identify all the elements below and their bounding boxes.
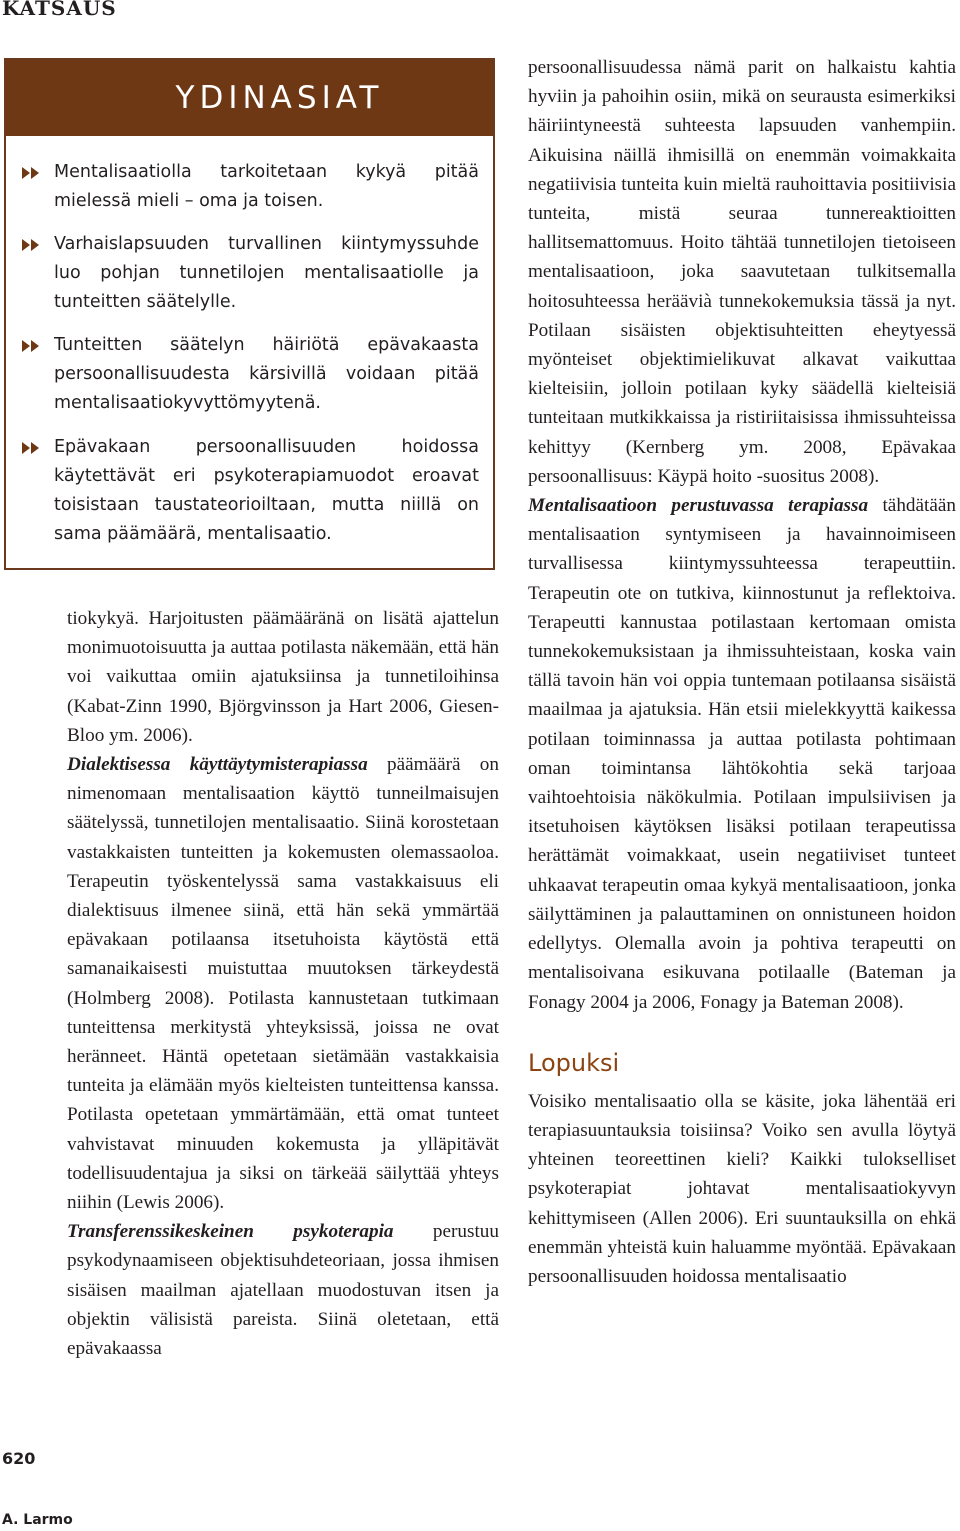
key-points-box bbox=[4, 58, 495, 570]
paragraph: tiokykyä. Harjoitusten päämääränä on lisätä ajattelun monimuotoisuutta ja auttaa potilasta näkemään, että hän voi vaikuttaa omiin ajatuksiinsa ja tunnetiloihinsa (Kabat-Zinn 1990, Björgvinsson ja Hart 2006, Giesen-Bloo ym. 2006). bbox=[67, 608, 499, 746]
double-arrow-bullet-icon bbox=[22, 442, 42, 454]
double-arrow-bullet-icon bbox=[22, 340, 42, 352]
key-point-item bbox=[6, 331, 497, 418]
key-point-item bbox=[6, 158, 497, 216]
left-column bbox=[67, 604, 499, 1363]
paragraph-text: perustuu psykodynaamiseen objektisuhdeteoriaan, jossa ihmisen sisäisen maailman ajatellaan muodostuvan itsen ja objektin välisistä pareista. Siinä oletetaan, että epävakaassa bbox=[67, 1221, 499, 1360]
key-point-text: Varhaislapsuuden turvallinen kiintymyssuhde luo pohjan tunnetilojen mentalisaatiolle ja tunteitten säätelylle. bbox=[54, 234, 479, 312]
section-heading: Lopuksi bbox=[528, 1048, 620, 1077]
right-column bbox=[528, 53, 956, 1291]
key-points-title: YDINASIAT bbox=[6, 60, 493, 136]
paragraph: Voisiko mentalisaatio olla se käsite, joka lähentää eri terapiasuuntauksia toisiinsa? Voiko sen avulla löytyä yhteinen teoreettinen kieli? Kaikki tulokselliset psykoterapiat johtavat mentalisaatiokyvyn kehittymiseen (Allen 2006). Eri suuntauksilla on ehkä enemmän yhteistä kuin haluamme myöntää. Epävakaan persoonallisuuden hoidossa mentalisaatio bbox=[528, 1090, 956, 1287]
paragraph-lead: Dialektisessa käyttäytymisterapiassa bbox=[67, 754, 368, 776]
author-name: A. Larmo bbox=[2, 1512, 73, 1528]
paragraph bbox=[67, 750, 499, 1217]
double-arrow-bullet-icon bbox=[22, 239, 42, 251]
paragraph-text: päämäärä on nimenomaan mentalisaation käyttö tunneilmaisujen säätelyssä, tunnetilojen mentalisaatio. Siinä korostetaan vastakkaisten tunteitten ja kokemusten olemassaoloa. Terapeutin työskentelyssä sama vastakkaisuus eli dialektisuus ilmenee siinä, että hän sekä ymmärtää epävakaan potilaansa itsetuhoista käytöstä että samanaikaisesti muistuttaa muutoksen tärkeydestä (Holmberg 2008). Potilasta kannustetaan tutkimaan tunteittensa merkitystä yhteyksissä, joissa ne ovat heränneet. Häntä opetetaan sietämään vastakkaisia tunteita ja elämään myös kielteisten tunteittensa kanssa. Potilasta opetetaan ymmärtämään, että omat tunteet vahvistavat minuuden kokemusta ja ylläpitävät todellisuudentajua ja siksi on tärkeää säilyttää yhteys niihin (Lewis 2006). bbox=[67, 754, 499, 1214]
key-point-item bbox=[6, 433, 497, 549]
paragraph bbox=[67, 1217, 499, 1363]
key-point-text: Mentalisaatiolla tarkoitetaan kykyä pitää mielessä mieli – oma ja toisen. bbox=[54, 162, 479, 211]
paragraph: persoonallisuudessa nämä parit on halkaistu kahtia hyviin ja pahoihin osiin, mikä on seurausta esimerkiksi häiriintyneestä suhteesta lapsuuden vanhempiin. Aikuisina näillä ihmisillä on enemmän voimakkaita negatiivisia tunteita kuin mieltä rauhoittavia positiivisia tunteita, mistä seuraa tunnereaktioitten hallitsemattomuus. Hoito tähtää tunnetilojen tietoiseen mentalisaatioon, joka saavutetaan tulkitsemalla hoitosuhteessa heräävià tunnekokemuksia tässä ja nyt. Potilaan sisäisten objektisuhteitten eheytyessä myönteiset objektimielikuvat alkavat vaikuttaa kielteisiin, jolloin potilaan kyky säädellä kielteisiä tunteitaan mutkikkaissa ja ristiriitaisissa ihmissuhteissa kehittyy (Kernberg ym. 2008, Epävakaa persoonallisuus: Käypä hoito -suositus 2008). bbox=[528, 57, 956, 487]
key-point-item bbox=[6, 230, 497, 317]
double-arrow-bullet-icon bbox=[22, 167, 42, 179]
key-point-text: Tunteitten säätelyn häiriötä epävakaasta persoonallisuudesta kärsivillä voidaan pitää mentalisaatiokyvyttömyytenä. bbox=[54, 335, 479, 413]
page-number: 620 bbox=[2, 1449, 36, 1468]
section-label: KATSAUS bbox=[2, 0, 117, 20]
paragraph bbox=[528, 491, 956, 1017]
paragraph-lead: Transferenssikeskeinen psykoterapia bbox=[67, 1221, 394, 1243]
paragraph-lead: Mentalisaatioon perustuvassa terapiassa bbox=[528, 495, 869, 517]
paragraph-text: tähdätään mentalisaation syntymiseen ja havainnoimiseen turvallisessa kiintymyssuhteessa terapeuttiin. Terapeutin ote on tutkiva, kiinnostunut ja reflektoiva. Terapeutti kannustaa potilastaan kertomaan omista tunnekokemuksistaan ja ihmissuhteistaan, koska vain tällä tavoin hän voi oppia tuntemaan potilaansa sisäistä maailmaa ja ajatuksia. Hän etsii mielekkyyttä kaikessa potilaan toiminnassa ja auttaa potilasta pohtimaan oman toimintansa lähtökohtia sekä tarjoaa vaihtoehtoisia näkökulmia. Potilaan impulsiivisen ja itsetuhoisen käytöksen lisäksi potilaan terapeutissa herättämät voimakkaat, usein negatiiviset tunteet uhkaavat terapeutin omaa kykyä mentalisaatioon, jonka säilyttäminen ja palauttaminen on onnistuneen hoidon edellytys. Olemalla avoin ja pohtiva terapeutti on mentalisoivana esikuvana potilaalle (Bateman ja Fonagy 2004 ja 2006, Fonagy ja Bateman 2008). bbox=[528, 495, 956, 1013]
key-point-text: Epävakaan persoonallisuuden hoidossa käytettävät eri psykoterapiamuodot eroavat toisistaan taustateorioiltaan, mutta niillä on sama päämäärä, mentalisaatio. bbox=[54, 437, 479, 544]
